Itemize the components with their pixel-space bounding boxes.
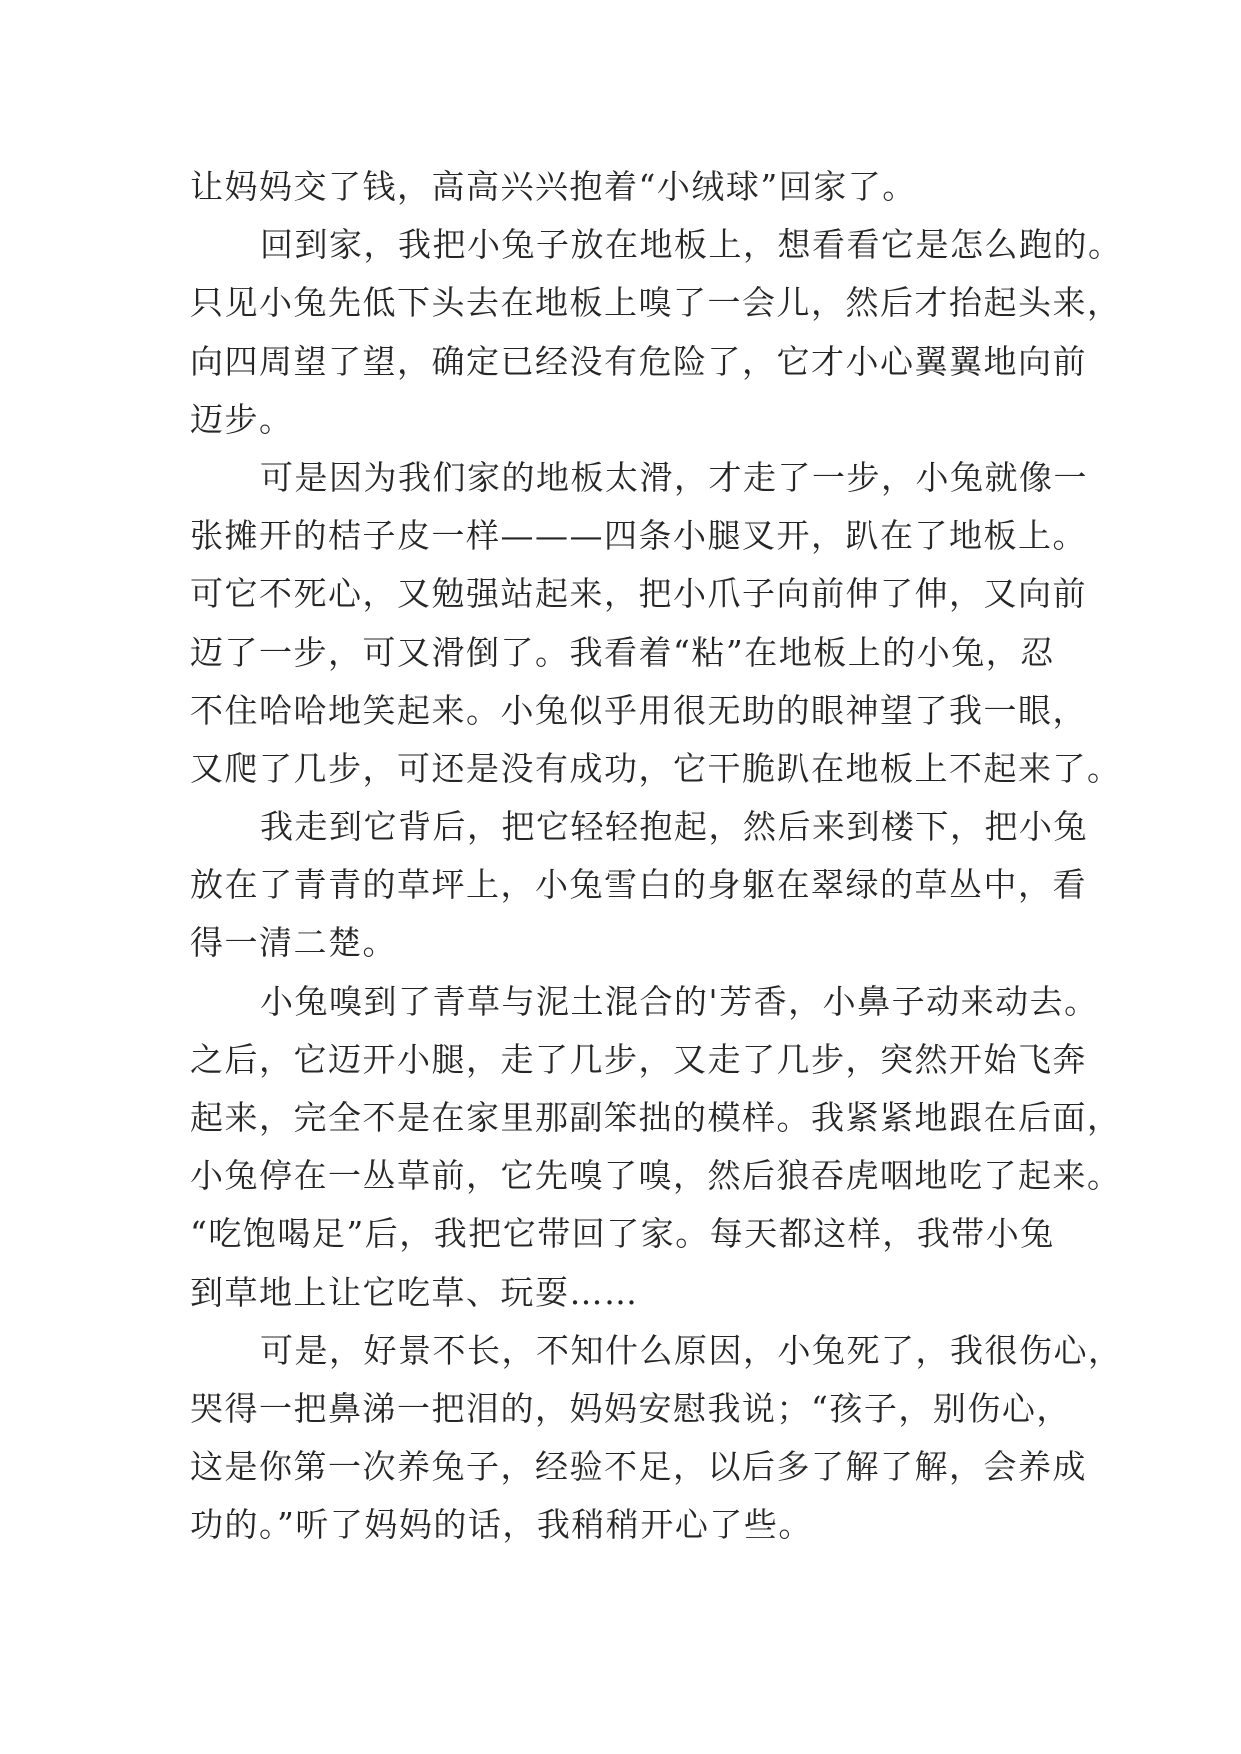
text-line: 可它不死心，又勉强站起来，把小爪子向前伸了伸，又向前 [190,574,1087,614]
text-line-paragraph-start: 可是，好景不长，不知什么原因，小兔死了，我很伤心， [260,1330,1123,1370]
text-line: 之后，它迈开小腿，走了几步，又走了几步，突然开始飞奔 [190,1039,1087,1079]
text-line: 功的。”听了妈妈的话，我稍稍开心了些。 [190,1505,813,1545]
text-line-paragraph-start: 我走到它背后，把它轻轻抱起，然后来到楼下，把小兔 [260,807,1088,847]
text-line: “吃饱喝足”后，我把它带回了家。每天都这样，我带小兔 [190,1214,1055,1254]
text-line: 让妈妈交了钱，高高兴兴抱着“小绒球”回家了。 [190,167,917,206]
text-line: 迈了一步，可又滑倒了。我看着“粘”在地板上的小兔，忍 [190,632,1055,672]
text-line: 又爬了几步，可还是没有成功，它干脆趴在地板上不起来了。 [190,748,1122,788]
text-line-paragraph-start: 回到家，我把小兔子放在地板上，想看看它是怎么跑的。 [260,225,1123,265]
text-line-paragraph-start: 小兔嗅到了青草与泥土混合的'芳香，小鼻子动来动去。 [260,981,1099,1021]
text-line: 只见小兔先低下头去在地板上嗅了一会儿，然后才抬起头来， [190,283,1122,323]
text-line: 起来，完全不是在家里那副笨拙的模样。我紧紧地跟在后面， [190,1098,1122,1137]
text-line: 小兔停在一丛草前，它先嗅了嗅，然后狼吞虎咽地吃了起来。 [190,1156,1122,1196]
text-line: 哭得一把鼻涕一把泪的，妈妈安慰我说；“孩子，别伤心， [190,1388,1071,1428]
text-line-paragraph-start: 可是因为我们家的地板太滑，才走了一步，小兔就像一 [260,457,1088,497]
text-line: 向四周望了望，确定已经没有危险了，它才小心翼翼地向前 [190,341,1087,381]
text-line: 得一清二楚。 [190,923,397,963]
text-line: 迈步。 [190,399,294,439]
text-line: 到草地上让它吃草、玩耍…… [190,1272,639,1312]
text-column [190,158,1123,1555]
text-line: 不住哈哈地笑起来。小兔似乎用很无助的眼神望了我一眼， [190,690,1087,730]
text-line: 放在了青青的草坪上，小兔雪白的身躯在翠绿的草丛中，看 [190,865,1087,905]
text-line: 张摊开的桔子皮一样———四条小腿叉开，趴在了地板上。 [190,516,1087,556]
text-line: 这是你第一次养兔子，经验不足，以后多了解了解，会养成 [190,1447,1087,1487]
